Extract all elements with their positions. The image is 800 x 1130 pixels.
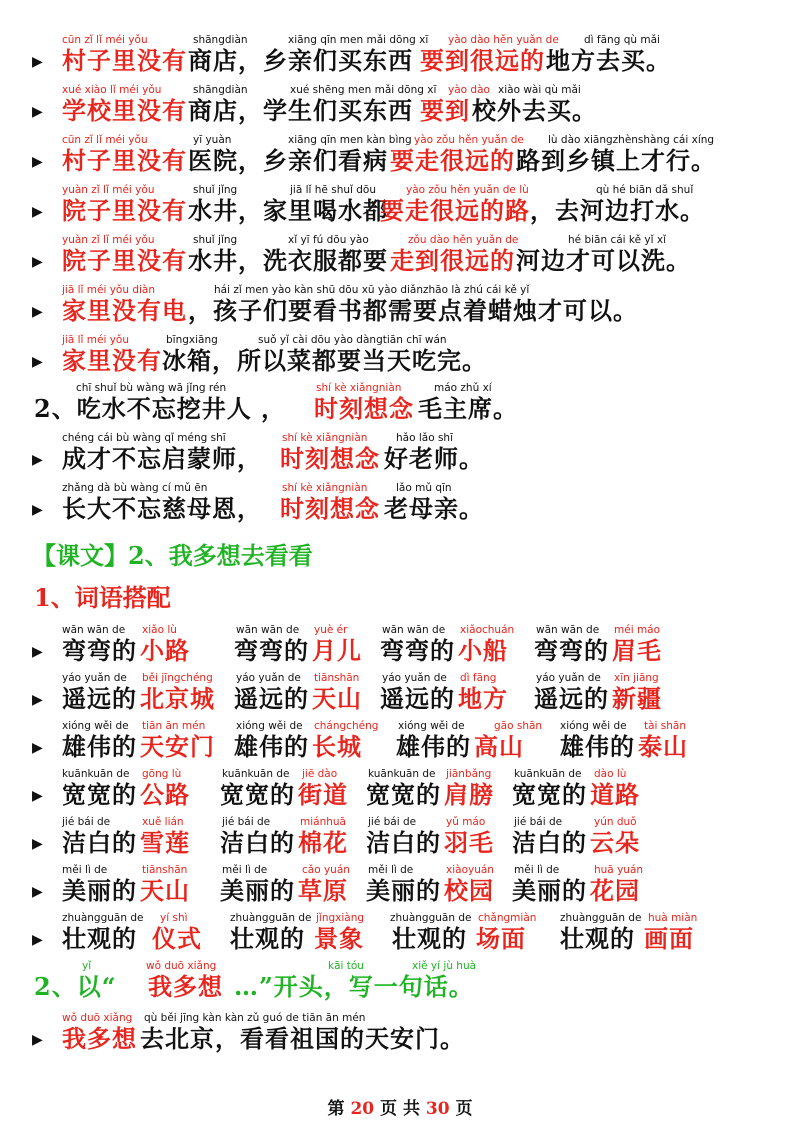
hanzi-text: 时刻想念: [280, 444, 380, 473]
bullet-icon: ▶: [32, 304, 43, 320]
hanzi-text: 花园: [590, 876, 640, 905]
bullet-icon: ▶: [32, 54, 43, 70]
text-line: [0, 234, 800, 278]
hanzi-text: 美丽的: [62, 876, 137, 905]
pinyin-text: xiě yí jù huà: [412, 960, 477, 972]
hanzi-text: 月儿: [312, 636, 362, 665]
pinyin-text: chángchéng: [314, 720, 379, 732]
pinyin-text: yào zǒu hěn yuǎn de lù: [406, 184, 529, 196]
hanzi-text: 棉花: [298, 828, 348, 857]
footer-total-pages: 30: [425, 1099, 450, 1119]
hanzi-text: 美丽的: [512, 876, 587, 905]
pinyin-text: xuě lián: [142, 816, 184, 828]
pinyin-text: xióng wěi de: [398, 720, 465, 732]
hanzi-text: 弯弯的: [534, 636, 609, 665]
hanzi-text: 时刻想念: [314, 394, 414, 423]
hanzi-text: 2、吃水不忘挖井人 ，: [34, 394, 287, 423]
hanzi-text: 新疆: [612, 684, 662, 713]
pinyin-text: yún duǒ: [594, 816, 637, 828]
hanzi-text: 街道: [298, 780, 348, 809]
hanzi-text: 小路: [140, 636, 190, 665]
hanzi-text: 商店，乡亲们买东西: [188, 46, 413, 75]
bullet-icon: ▶: [32, 104, 43, 120]
hanzi-text: 商店，学生们买东西: [188, 96, 413, 125]
text-line: [0, 720, 800, 764]
pinyin-text: wǒ duō xiǎng: [62, 1012, 133, 1024]
pinyin-text: měi lì de: [514, 864, 560, 876]
pinyin-text: shí kè xiǎngniàn: [282, 432, 368, 444]
text-line: [0, 912, 800, 956]
text-line: [0, 432, 800, 476]
footer-page-number: 20: [350, 1099, 375, 1119]
hanzi-text: 眉毛: [612, 636, 662, 665]
bullet-icon: ▶: [32, 502, 43, 518]
hanzi-text: 老母亲。: [384, 494, 484, 523]
hanzi-text: 宽宽的: [62, 780, 137, 809]
pinyin-text: měi lì de: [222, 864, 268, 876]
pinyin-text: zhǎng dà bù wàng cí mǔ ēn: [62, 482, 208, 494]
pinyin-text: wān wān de: [236, 624, 300, 636]
pinyin-text: qù běi jīng kàn kàn zǔ guó de tiān ān mén: [144, 1012, 366, 1024]
hanzi-text: 美丽的: [220, 876, 295, 905]
pinyin-text: cǎo yuán: [302, 864, 350, 876]
hanzi-text: 2、以“: [34, 972, 117, 1001]
pinyin-text: huā yuán: [594, 864, 644, 876]
pinyin-text: xióng wěi de: [236, 720, 303, 732]
pinyin-text: tiānshān: [314, 672, 360, 684]
pinyin-text: yǔ máo: [446, 816, 486, 828]
hanzi-text: 遥远的: [534, 684, 609, 713]
hanzi-text: 泰山: [638, 732, 688, 761]
pinyin-text: gāo shān: [494, 720, 543, 732]
pinyin-text: měi lì de: [62, 864, 108, 876]
text-line: [0, 382, 800, 426]
hanzi-text: 画面: [644, 924, 694, 953]
hanzi-text: 宽宽的: [220, 780, 295, 809]
pinyin-text: běi jīngchéng: [142, 672, 213, 684]
pinyin-text: tiānshān: [142, 864, 188, 876]
pinyin-text: shāngdiàn: [193, 34, 248, 46]
hanzi-text: 要走很远的路: [380, 196, 530, 225]
hanzi-text: 长城: [312, 732, 362, 761]
bullet-icon: ▶: [32, 740, 43, 756]
hanzi-text: 洁白的: [512, 828, 587, 857]
pinyin-text: zhuàngguān de: [390, 912, 472, 924]
hanzi-text: 洁白的: [220, 828, 295, 857]
bullet-icon: ▶: [32, 1032, 43, 1048]
pinyin-text: jié bái de: [62, 816, 111, 828]
hanzi-text: 小船: [458, 636, 508, 665]
hanzi-text: 要到: [420, 96, 470, 125]
hanzi-text: 去北京，看看祖国的天安门。: [140, 1024, 465, 1053]
bullet-icon: ▶: [32, 932, 43, 948]
pinyin-text: zhuàngguān de: [62, 912, 144, 924]
hanzi-text: 成才不忘启蒙师，: [62, 444, 262, 473]
text-line: [0, 482, 800, 526]
pinyin-text: kuānkuān de: [514, 768, 582, 780]
pinyin-text: jiā lǐ méi yǒu: [62, 334, 130, 346]
hanzi-text: 水井，洗衣服都要: [188, 246, 388, 275]
hanzi-text: 雄伟的: [62, 732, 137, 761]
pinyin-text: kāi tóu: [328, 960, 364, 972]
bullet-icon: ▶: [32, 692, 43, 708]
hanzi-text: 地方: [458, 684, 508, 713]
pinyin-text: lù dào xiāngzhènshàng cái xíng: [548, 134, 715, 146]
hanzi-text: 村子里没有: [62, 46, 187, 75]
pinyin-text: chī shuǐ bù wàng wā jǐng rén: [76, 382, 227, 394]
pinyin-text: cūn zǐ lǐ méi yǒu: [62, 134, 148, 146]
pinyin-text: xué shēng men mǎi dōng xī: [290, 84, 437, 96]
hanzi-text: 壮观的: [62, 924, 137, 953]
pinyin-text: bīngxiāng: [166, 334, 218, 346]
pinyin-text: miánhuā: [300, 816, 346, 828]
pinyin-text: zhuàngguān de: [560, 912, 642, 924]
pinyin-text: suǒ yǐ cài dōu yào dàngtiān chī wán: [258, 334, 447, 346]
hanzi-text: 遥远的: [62, 684, 137, 713]
hanzi-text: 洁白的: [366, 828, 441, 857]
pinyin-text: yuè ér: [314, 624, 348, 636]
text-line: [0, 184, 800, 228]
hanzi-text: 地方去买。: [546, 46, 671, 75]
hanzi-text: 家里没有电: [62, 296, 187, 325]
hanzi-text: 公路: [140, 780, 190, 809]
pinyin-text: jié bái de: [222, 816, 271, 828]
hanzi-text: 医院，乡亲们看病: [188, 146, 388, 175]
pinyin-text: hái zǐ men yào kàn shū dōu xū yào diǎnzhāo là zhú cái kě yǐ: [214, 284, 530, 296]
pinyin-text: jiānbǎng: [446, 768, 492, 780]
pinyin-text: xiāng qīn men mǎi dōng xī: [288, 34, 429, 46]
pinyin-text: yuàn zǐ lǐ méi yǒu: [62, 234, 155, 246]
hanzi-text: 冰箱，所以菜都要当天吃完。: [162, 346, 487, 375]
hanzi-text: 草原: [298, 876, 348, 905]
bullet-icon: ▶: [32, 452, 43, 468]
hanzi-text: 羽毛: [444, 828, 494, 857]
hanzi-text: 家里没有: [62, 346, 162, 375]
text-line: [0, 284, 800, 328]
hanzi-text: 云朵: [590, 828, 640, 857]
hanzi-text: 村子里没有: [62, 146, 187, 175]
pinyin-text: wān wān de: [536, 624, 600, 636]
bullet-icon: ▶: [32, 788, 43, 804]
pinyin-text: jiā lǐ hē shuǐ dōu: [290, 184, 377, 196]
hanzi-text: 壮观的: [392, 924, 467, 953]
page-footer: [0, 1094, 800, 1119]
hanzi-text: ，孩子们要看书都需要点着蜡烛才可以。: [188, 296, 638, 325]
pinyin-text: yǐ: [82, 960, 92, 972]
hanzi-text: 时刻想念: [280, 494, 380, 523]
pinyin-text: yào dào hěn yuǎn de: [448, 34, 559, 46]
pinyin-text: zhuàngguān de: [230, 912, 312, 924]
pinyin-text: jǐngxiàng: [316, 912, 365, 924]
hanzi-text: 路到乡镇上才行。: [516, 146, 716, 175]
hanzi-text: 雪莲: [140, 828, 190, 857]
pinyin-text: tiān ān mén: [142, 720, 206, 732]
hanzi-text: 河边才可以洗。: [516, 246, 691, 275]
hanzi-text: ，去河边打水。: [530, 196, 705, 225]
pinyin-text: xiào wài qù mǎi: [498, 84, 581, 96]
hanzi-text: 水井，家里喝水都: [188, 196, 388, 225]
section-text: 2、我多想去看看: [128, 541, 313, 570]
bullet-icon: ▶: [32, 154, 43, 170]
pinyin-text: kuānkuān de: [222, 768, 290, 780]
pinyin-text: shí kè xiǎngniàn: [282, 482, 368, 494]
pinyin-text: jiā lǐ méi yǒu diàn: [62, 284, 156, 296]
pinyin-text: yuàn zǐ lǐ méi yǒu: [62, 184, 155, 196]
hanzi-text: 学校里没有: [62, 96, 187, 125]
hanzi-text: 要走很远的: [390, 146, 515, 175]
pinyin-text: yí shì: [160, 912, 188, 924]
bullet-icon: ▶: [32, 644, 43, 660]
pinyin-text: jié bái de: [514, 816, 563, 828]
hanzi-text: 天山: [312, 684, 362, 713]
bullet-icon: ▶: [32, 204, 43, 220]
pinyin-text: dì fāng qù mǎi: [584, 34, 660, 46]
text-line: [0, 864, 800, 908]
hanzi-text: 弯弯的: [234, 636, 309, 665]
bullet-icon: ▶: [32, 354, 43, 370]
pinyin-text: xióng wěi de: [62, 720, 129, 732]
pinyin-text: xiǎo lù: [142, 624, 177, 636]
section-prefix: 【课文】: [32, 541, 128, 570]
pinyin-text: xué xiào lǐ méi yǒu: [62, 84, 162, 96]
pinyin-text: yī yuàn: [193, 134, 232, 146]
pinyin-text: shuǐ jǐng: [193, 184, 238, 196]
hanzi-text: 壮观的: [560, 924, 635, 953]
hanzi-text: 道路: [590, 780, 640, 809]
pinyin-text: xiǎochuán: [460, 624, 515, 636]
pinyin-text: lǎo mǔ qīn: [396, 482, 452, 494]
text-line: [0, 134, 800, 178]
pinyin-text: jié bái de: [368, 816, 417, 828]
hanzi-text: 宽宽的: [512, 780, 587, 809]
hanzi-text: …”开头，写一句话。: [234, 972, 474, 1001]
pinyin-text: hǎo lǎo shī: [396, 432, 454, 444]
hanzi-text: 宽宽的: [366, 780, 441, 809]
text-line: [0, 34, 800, 78]
hanzi-text: 仪式: [152, 924, 202, 953]
hanzi-text: 遥远的: [380, 684, 455, 713]
pinyin-text: xīn jiāng: [614, 672, 659, 684]
pinyin-text: dào lù: [594, 768, 627, 780]
subheading: 1、词语搭配: [34, 583, 171, 612]
hanzi-text: 院子里没有: [62, 246, 187, 275]
hanzi-text: 美丽的: [366, 876, 441, 905]
pinyin-text: xióng wěi de: [560, 720, 627, 732]
hanzi-text: 院子里没有: [62, 196, 187, 225]
pinyin-text: yào dào: [448, 84, 490, 96]
pinyin-text: yào zǒu hěn yuǎn de: [414, 134, 524, 146]
pinyin-text: jiē dào: [302, 768, 338, 780]
hanzi-text: 遥远的: [234, 684, 309, 713]
pinyin-text: yáo yuǎn de: [382, 672, 447, 684]
footer-pre: 第: [327, 1099, 345, 1119]
hanzi-text: 走到很远的: [390, 246, 515, 275]
hanzi-text: 北京城: [140, 684, 215, 713]
pinyin-text: shí kè xiǎngniàn: [316, 382, 402, 394]
pinyin-text: dì fāng: [460, 672, 497, 684]
pinyin-text: hé biān cái kě yǐ xǐ: [568, 234, 667, 246]
pinyin-text: xǐ yī fú dōu yào: [288, 234, 369, 246]
pinyin-text: cūn zǐ lǐ méi yǒu: [62, 34, 148, 46]
hanzi-text: 洁白的: [62, 828, 137, 857]
hanzi-text: 肩膀: [444, 780, 494, 809]
pinyin-text: chǎngmiàn: [478, 912, 537, 924]
pinyin-text: máo zhǔ xí: [434, 382, 492, 394]
hanzi-text: 景象: [314, 924, 364, 953]
pinyin-text: huà miàn: [648, 912, 698, 924]
pinyin-text: yáo yuǎn de: [62, 672, 127, 684]
hanzi-text: 高山: [474, 732, 524, 761]
bullet-icon: ▶: [32, 254, 43, 270]
pinyin-text: shāngdiàn: [193, 84, 248, 96]
hanzi-text: 校园: [444, 876, 494, 905]
bullet-icon: ▶: [32, 836, 43, 852]
hanzi-text: 天安门: [140, 732, 215, 761]
pinyin-text: xiàoyuán: [446, 864, 494, 876]
hanzi-text: 天山: [140, 876, 190, 905]
hanzi-text: 我多想: [148, 972, 223, 1001]
text-line: [0, 84, 800, 128]
text-line: [0, 624, 800, 668]
hanzi-text: 好老师。: [384, 444, 484, 473]
footer-mid: 页 共: [380, 1099, 420, 1119]
pinyin-text: gōng lù: [142, 768, 182, 780]
hanzi-text: 雄伟的: [396, 732, 471, 761]
hanzi-text: 壮观的: [230, 924, 305, 953]
pinyin-text: wǒ duō xiǎng: [146, 960, 217, 972]
hanzi-text: 校外去买。: [472, 96, 597, 125]
pinyin-text: zǒu dào hěn yuǎn de: [408, 234, 519, 246]
pinyin-text: qù hé biān dǎ shuǐ: [596, 184, 694, 196]
text-line: [0, 768, 800, 812]
pinyin-text: tài shān: [644, 720, 687, 732]
pinyin-text: yáo yuǎn de: [536, 672, 601, 684]
bullet-icon: ▶: [32, 884, 43, 900]
hanzi-text: 长大不忘慈母恩，: [62, 494, 262, 523]
text-line: [0, 1012, 800, 1056]
pinyin-text: wān wān de: [62, 624, 126, 636]
hanzi-text: 毛主席。: [418, 394, 518, 423]
text-line: [0, 672, 800, 716]
pinyin-text: měi lì de: [368, 864, 414, 876]
footer-post: 页: [455, 1099, 473, 1119]
pinyin-text: chéng cái bù wàng qǐ méng shī: [62, 432, 226, 444]
text-line: [0, 334, 800, 378]
pinyin-text: wān wān de: [382, 624, 446, 636]
section-title: [32, 536, 313, 571]
hanzi-text: 场面: [476, 924, 526, 953]
pinyin-text: kuānkuān de: [62, 768, 130, 780]
hanzi-text: 要到很远的: [420, 46, 545, 75]
pinyin-text: shuǐ jǐng: [193, 234, 238, 246]
hanzi-text: 雄伟的: [560, 732, 635, 761]
text-line: [0, 960, 800, 1004]
text-line: [0, 816, 800, 860]
pinyin-text: xiāng qīn men kàn bìng: [288, 134, 412, 146]
pinyin-text: kuānkuān de: [368, 768, 436, 780]
hanzi-text: 弯弯的: [380, 636, 455, 665]
hanzi-text: 我多想: [62, 1024, 137, 1053]
hanzi-text: 雄伟的: [234, 732, 309, 761]
pinyin-text: yáo yuǎn de: [236, 672, 301, 684]
hanzi-text: 弯弯的: [62, 636, 137, 665]
pinyin-text: méi máo: [614, 624, 661, 636]
